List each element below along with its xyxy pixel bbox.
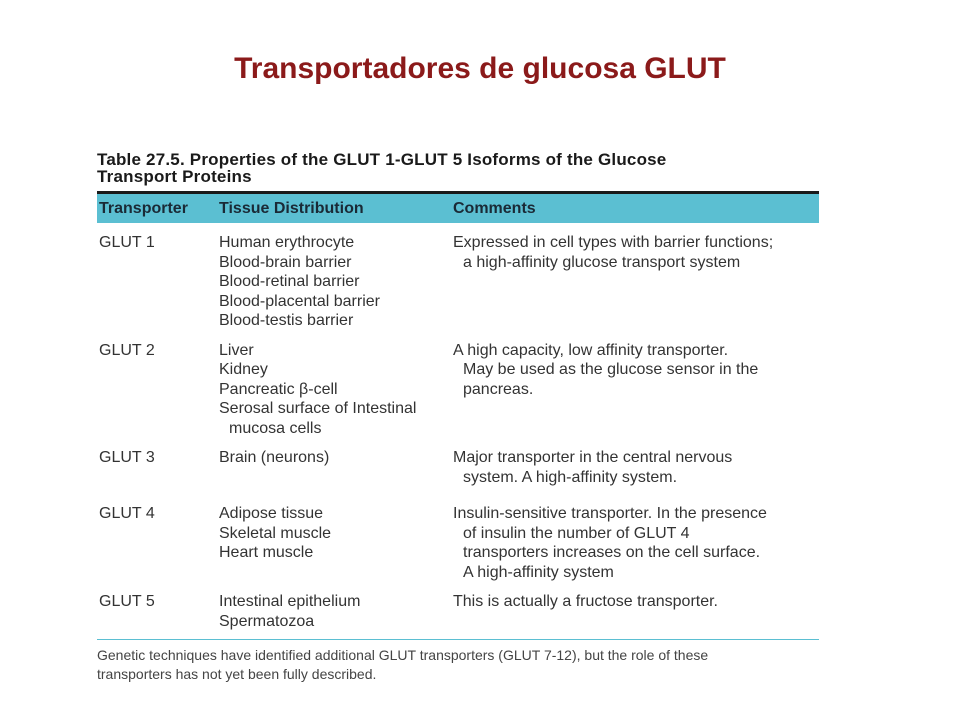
cell-comments bbox=[453, 448, 819, 487]
comment-line: A high capacity, low affinity transporter. bbox=[453, 341, 729, 359]
tissue-line: Blood-brain barrier bbox=[219, 253, 352, 271]
tissue-line: mucosa cells bbox=[229, 419, 322, 437]
cell-comments bbox=[453, 341, 819, 439]
cell-transporter: GLUT 5 bbox=[99, 593, 155, 610]
table-row bbox=[97, 504, 819, 582]
header-transporter: Transporter bbox=[99, 199, 188, 217]
footer-rule bbox=[97, 639, 819, 640]
cell-tissue-distribution bbox=[219, 592, 453, 631]
cell-comments bbox=[453, 233, 819, 331]
tissue-line: Serosal surface of Intestinal bbox=[219, 400, 417, 417]
comment-line: system. A high-affinity system. bbox=[463, 468, 678, 486]
tissue-line: Intestinal epithelium bbox=[219, 593, 361, 610]
cell-tissue-distribution bbox=[219, 504, 453, 582]
comment-line: Expressed in cell types with barrier functions; bbox=[453, 234, 774, 251]
table-header-row bbox=[97, 194, 819, 223]
tissue-line: Skeletal muscle bbox=[219, 524, 332, 542]
comment-line: May be used as the glucose sensor in the bbox=[463, 361, 759, 378]
footnote-line-1: Genetic techniques have identified additional GLUT transporters (GLUT 7-12), but the role of these bbox=[97, 647, 709, 663]
cell-transporter: GLUT 4 bbox=[99, 505, 155, 522]
table-row bbox=[97, 448, 819, 487]
comment-line: A high-affinity system bbox=[463, 563, 614, 581]
comment-line: Major transporter in the central nervous bbox=[453, 449, 733, 466]
tissue-line: Pancreatic β-cell bbox=[219, 380, 338, 398]
table-row bbox=[97, 341, 819, 439]
tissue-line: Liver bbox=[219, 341, 254, 359]
cell-tissue-distribution bbox=[219, 233, 453, 331]
header-tissue-distribution: Tissue Distribution bbox=[219, 199, 364, 217]
tissue-line: Adipose tissue bbox=[219, 505, 324, 522]
cell-comments bbox=[453, 592, 819, 631]
tissue-line: Blood-testis barrier bbox=[219, 312, 354, 329]
tissue-line: Spermatozoa bbox=[219, 612, 315, 630]
cell-tissue-distribution bbox=[219, 341, 453, 439]
header-comments: Comments bbox=[453, 199, 536, 217]
table-caption-line-2: Transport Proteins bbox=[97, 167, 252, 186]
table-caption-line-1: Table 27.5. Properties of the GLUT 1-GLUT 5 Isoforms of the Glucose bbox=[97, 150, 667, 169]
cell-comments bbox=[453, 504, 819, 582]
tissue-line: Heart muscle bbox=[219, 544, 314, 561]
table-row bbox=[97, 233, 819, 331]
comment-line: pancreas. bbox=[463, 380, 534, 398]
comment-line: transporters increases on the cell surface. bbox=[463, 544, 761, 561]
tissue-line: Blood-retinal barrier bbox=[219, 273, 360, 290]
slide-title: Transportadores de glucosa GLUT bbox=[234, 52, 726, 85]
cell-transporter: GLUT 3 bbox=[99, 449, 155, 466]
tissue-line: Human erythrocyte bbox=[219, 234, 355, 251]
tissue-line: Brain (neurons) bbox=[219, 449, 330, 466]
cell-tissue-distribution bbox=[219, 448, 453, 487]
comment-line: This is actually a fructose transporter. bbox=[453, 593, 718, 610]
tissue-line: Blood-placental barrier bbox=[219, 292, 380, 310]
table-caption bbox=[97, 151, 819, 185]
tissue-line: Kidney bbox=[219, 361, 268, 378]
cell-transporter: GLUT 2 bbox=[99, 341, 155, 359]
table-body bbox=[97, 233, 819, 631]
cell-transporter: GLUT 1 bbox=[99, 234, 155, 251]
footnote-line-2: transporters has not yet been fully described. bbox=[97, 666, 377, 682]
table-row bbox=[97, 592, 819, 631]
comment-line: of insulin the number of GLUT 4 bbox=[463, 524, 690, 542]
comment-line: Insulin-sensitive transporter. In the presence bbox=[453, 505, 767, 522]
table-footnote bbox=[97, 646, 819, 684]
comment-line: a high-affinity glucose transport system bbox=[463, 253, 741, 271]
glut-table bbox=[97, 151, 819, 684]
